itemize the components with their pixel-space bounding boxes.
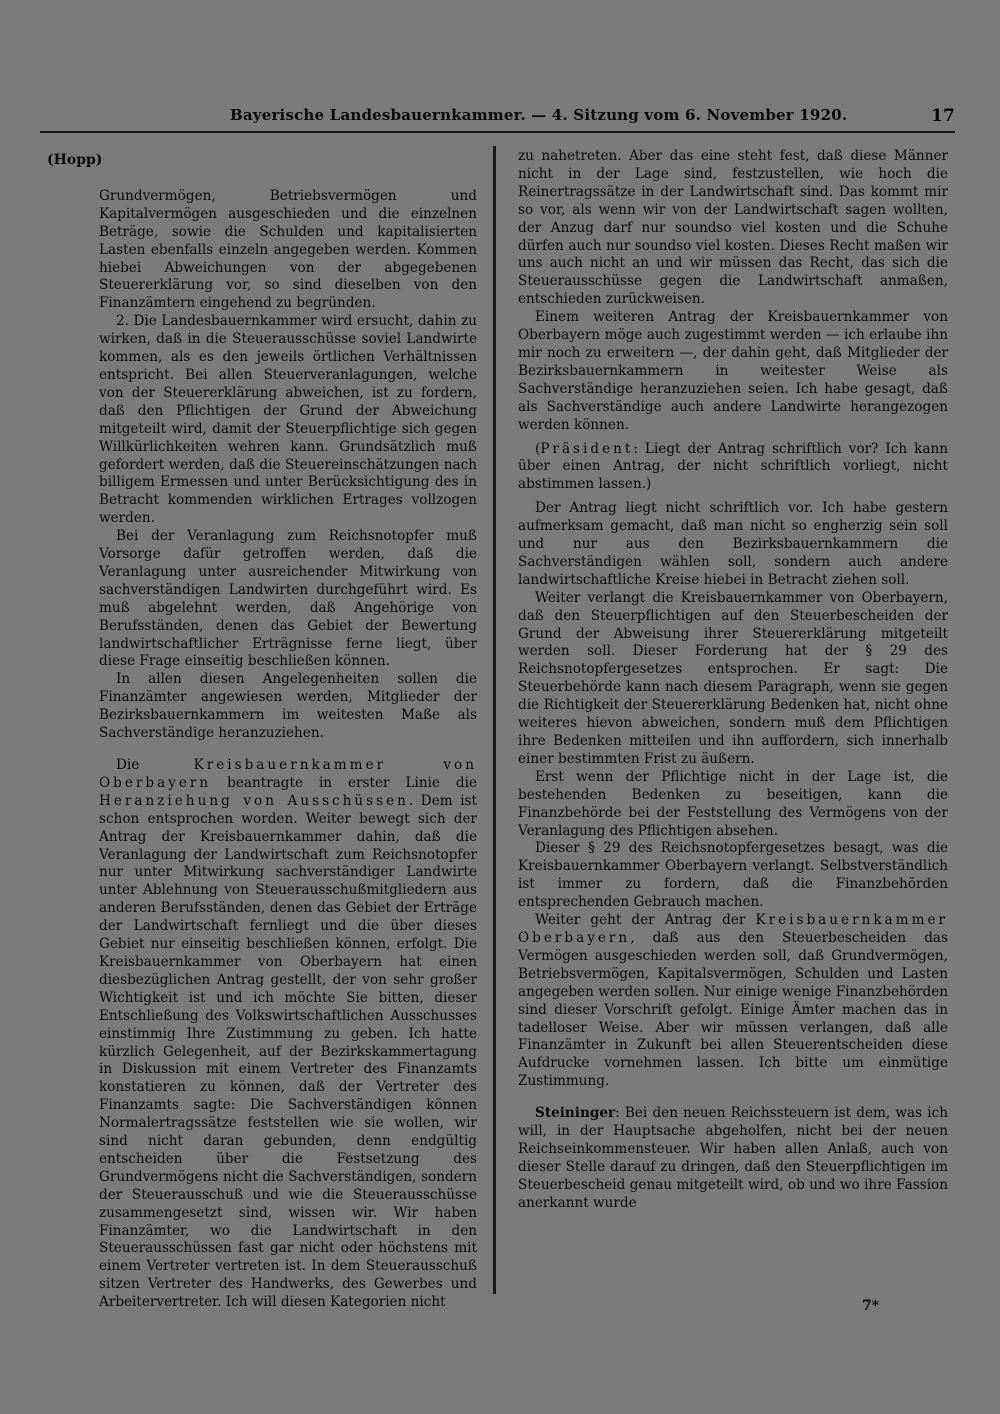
paragraph: Einem weiteren Antrag der Kreisbauernkammer von Oberbayern möge auch zugestimmt werden — ich erlaube ihn mir noch zu erweitern —, der dahin geht, daß Mitglieder der Bezirksbauernkammern in weitester Weise als Sachverständige heranzuziehen seien. Ich habe gesagt, daß als Sachverständige auch andere Landwirte herangezogen werden können. [518, 309, 948, 433]
text-run: Weiter geht der Antrag der [535, 912, 756, 929]
running-header [230, 106, 955, 130]
paragraph: Dieser § 29 des Reichsnotopfergesetzes besagt, was die Kreisbauernkammer Oberbayern verlangt. Selbstverständlich ist immer zu fordern, daß die Finanzbehörden entsprechenden Gebrauch machen. [518, 840, 948, 911]
running-title: Bayerische Landesbauernkammer. — 4. Sitzung vom 6. November 1920. [230, 106, 848, 124]
paragraph: zu nahetreten. Aber das eine steht fest, daß diese Männer nicht in der Lage sind, festzustellen, wie hoch die Reinertragssätze in der Landwirtschaft sind. Das kommt mir so vor, als wenn wir von der Landwirtschaft sagen wollten, der Anzug darf nur soundso viel kosten und die Schuhe dürfen auch nur soundso viel kosten. Dieses Recht maßen wir uns auch nicht an und wir müssen das Recht, das sich die Steuerausschüsse gegen die Landwirtschaft anmaßen, entschieden zurückweisen. [518, 148, 948, 308]
spaced-emphasis: Heranziehung von Ausschüssen [99, 792, 409, 809]
paragraph: In allen diesen Angelegenheiten sollen die Finanzämter angewiesen werden, Mitglieder der Bezirksbauernkammern im weitesten Maße als Sachverständige heranzuziehen. [99, 671, 477, 742]
paragraph [99, 757, 477, 1312]
spaced-emphasis: Kreisbauernkammer Oberbayern [518, 912, 948, 946]
text-run: Die [116, 757, 194, 773]
spaced-emphasis: Kreisbauernkammer von Oberbayern [99, 757, 477, 791]
column-divider [493, 146, 496, 1294]
speaker-label: Steininger [535, 1105, 616, 1122]
text-run: beantragte in erster Linie die [211, 774, 477, 791]
speaker-label: (Hopp) [47, 152, 103, 168]
text-run: , daß aus den Steuerbescheiden das Vermögen ausgeschieden werden soll, daß Grundvermögen, Betriebsvermögen, Kapitalsvermögen, Schulden und Lasten angegeben werden sollen. Nur einige wenige Finanzbehörden sind dieser Vorschrift gefolgt. Einige Ämter machen das in tadelloser Weise. Aber wir müssen verlangen, daß alle Finanzämter in Zukunft bei allen Steuerentscheiden diese Aufdrucke vornehmen lassen. Ich bitte um einmütige Zustimmung. [518, 929, 948, 1090]
signature-mark: 7* [862, 1298, 880, 1314]
paragraph [518, 1105, 948, 1212]
right-column [518, 148, 948, 1213]
paragraph: Grundvermögen, Betriebsvermögen und Kapitalvermögen ausgeschieden und die einzelnen Beträge, sowie die Schulden und kapitalisierten Lasten ebenfalls einzeln angegeben werden. Kommen hiebei Abweichungen von der abgegebenen Steuererklärung vor, so sind dieselben von den Finanzämtern eingehend zu begründen. [99, 187, 477, 312]
paragraph: Der Antrag liegt nicht schriftlich vor. Ich habe gestern aufmerksam gemacht, daß man nicht so engherzig sein soll und nur aus den Bezirksbauernkammern die Sachverständigen wählen soll, sondern auch andere landwirtschaftliche Kreise hiebei in Betracht ziehen soll. [518, 500, 948, 588]
president-interjection: (Präsident: Liegt der Antrag schriftlich vor? Ich kann über einen Antrag, der nicht schriftlich vorliegt, nicht abstimmen lassen.) [518, 440, 948, 493]
left-column [47, 152, 477, 1312]
header-rule [40, 131, 955, 133]
paragraph: Erst wenn der Pflichtige nicht in der Lage ist, die bestehenden Bedenken zu beseitigen, kann die Finanzbehörde bei der Feststellung des Vermögens von der Veranlagung des Pflichtigen absehen. [518, 768, 948, 839]
paragraph: Bei der Veranlagung zum Reichsnotopfer muß Vorsorge dafür getroffen werden, daß die Veranlagung unter ausreichender Mitwirkung von sachverständigen Landwirten durchgeführt wird. Es muß abgelehnt werden, daß Angehörige von Berufsständen, denen das Gebiet der Bewertung landwirtschaftlicher Erträgnisse ferne liegt, über diese Frage einseitig beschließen können. [99, 528, 477, 670]
paragraph: 2. Die Landesbauernkammer wird ersucht, dahin zu wirken, daß in die Steuerausschüsse soviel Landwirte kommen, als es den jeweils örtlichen Verhältnissen entspricht. Bei allen Steuerveranlagungen, welche von der Steuererklärung abweichen, ist zu fordern, daß den Pflichtigen der Grund der Abweichung mitgeteilt wird, damit der Steuerpflichtige sich gegen Willkürlichkeiten wehren kann. Grundsätzlich muß gefordert werden, daß die Steuereinschätzungen nach billigem Ermessen und unter Berücksichtigung des in Betracht kommenden wirklichen Ertrages vollzogen werden. [99, 313, 477, 527]
text-run: : Bei den neuen Reichssteuern ist dem, was ich will, in der Hauptsache abgeholfen, nicht bei der neuen Reichseinkommensteuer. Wir haben allen Anlaß, auch von dieser Stelle darauf zu dringen, daß den Steuerpflichtigen im Steuerbescheid genau mitgeteilt wird, ob und wo ihre Fassion anerkannt wurde [518, 1105, 948, 1211]
text-run: . Dem ist schon entsprochen worden. Weiter bewegt sich der Antrag der Kreisbauernkammer dahin, daß die Veranlagung der Landwirtschaft zum Reichsnotopfer nur unter Mitwirkung sachverständiger Landwirte unter Ablehnung von Steuerausschußmitgliedern aus anderen Berufsständen, denen das Gebiet der Erträge der Landwirtschaft fernliegt und die über dieses Gebiet nur einseitig beschließen können, erfolgt. Die Kreisbauernkammer von Oberbayern hat einen diesbezüglichen Antrag gestellt, der von sehr großer Wichtigkeit ist und ich möchte Sie bitten, dieser Entschließung des Volkswirtschaftlichen Ausschusses einstimmig Ihre Zustimmung zu geben. Ich hatte kürzlich Gelegenheit, auf der Bezirkskammertagung in Diskussion mit einem Vertreter des Finanzamts konstatieren zu können, daß der Vertreter des Finanzamts sagte: Die Sachverständigen können Normalertragssätze feststellen wie sie wollen, wir sind nicht daran gebunden, denn endgültig entscheiden über die Festsetzung des Grundvermögens nicht die Sachverständigen, sondern der Steuerausschuß und wie die Steuerausschüsse zusammengesetzt sind, wissen wir. Wir haben Finanzämter, wo die Landwirtschaft in den Steuerausschüssen fast gar nicht oder höchstens mit einem Vertreter vertreten ist. In dem Steuerausschuß sitzen Vertreter des Handwerks, des Gewerbes und Arbeitervertreter. Ich will diesen Kategorien nicht [99, 792, 477, 1311]
president-label: Präsident [540, 440, 634, 457]
text-run: : Liegt der Antrag schriftlich vor? Ich kann über einen Antrag, der nicht schriftlich vorliegt, nicht abstimmen lassen.) [518, 440, 948, 493]
page-number: 17 [930, 106, 955, 126]
paragraph [518, 912, 948, 1091]
paragraph: Weiter verlangt die Kreisbauernkammer von Oberbayern, daß den Steuerpflichtigen auf den Steuerbescheiden der Grund der Abweisung ihrer Steuererklärung mitgeteilt werden soll. Dieser Forderung hat der § 29 des Reichsnotopfergesetzes entsprochen. Er sagt: Die Steuerbehörde kann nach diesem Paragraph, wenn sie gegen die Richtigkeit der Steuererklärung Bedenken hat, nicht ohne weiteres hievon abweichen, sondern muß dem Pflichtigen ihre Bedenken mitteilen und ihn auffordern, sich innerhalb einer bestimmten Frist zu äußern. [518, 589, 948, 767]
